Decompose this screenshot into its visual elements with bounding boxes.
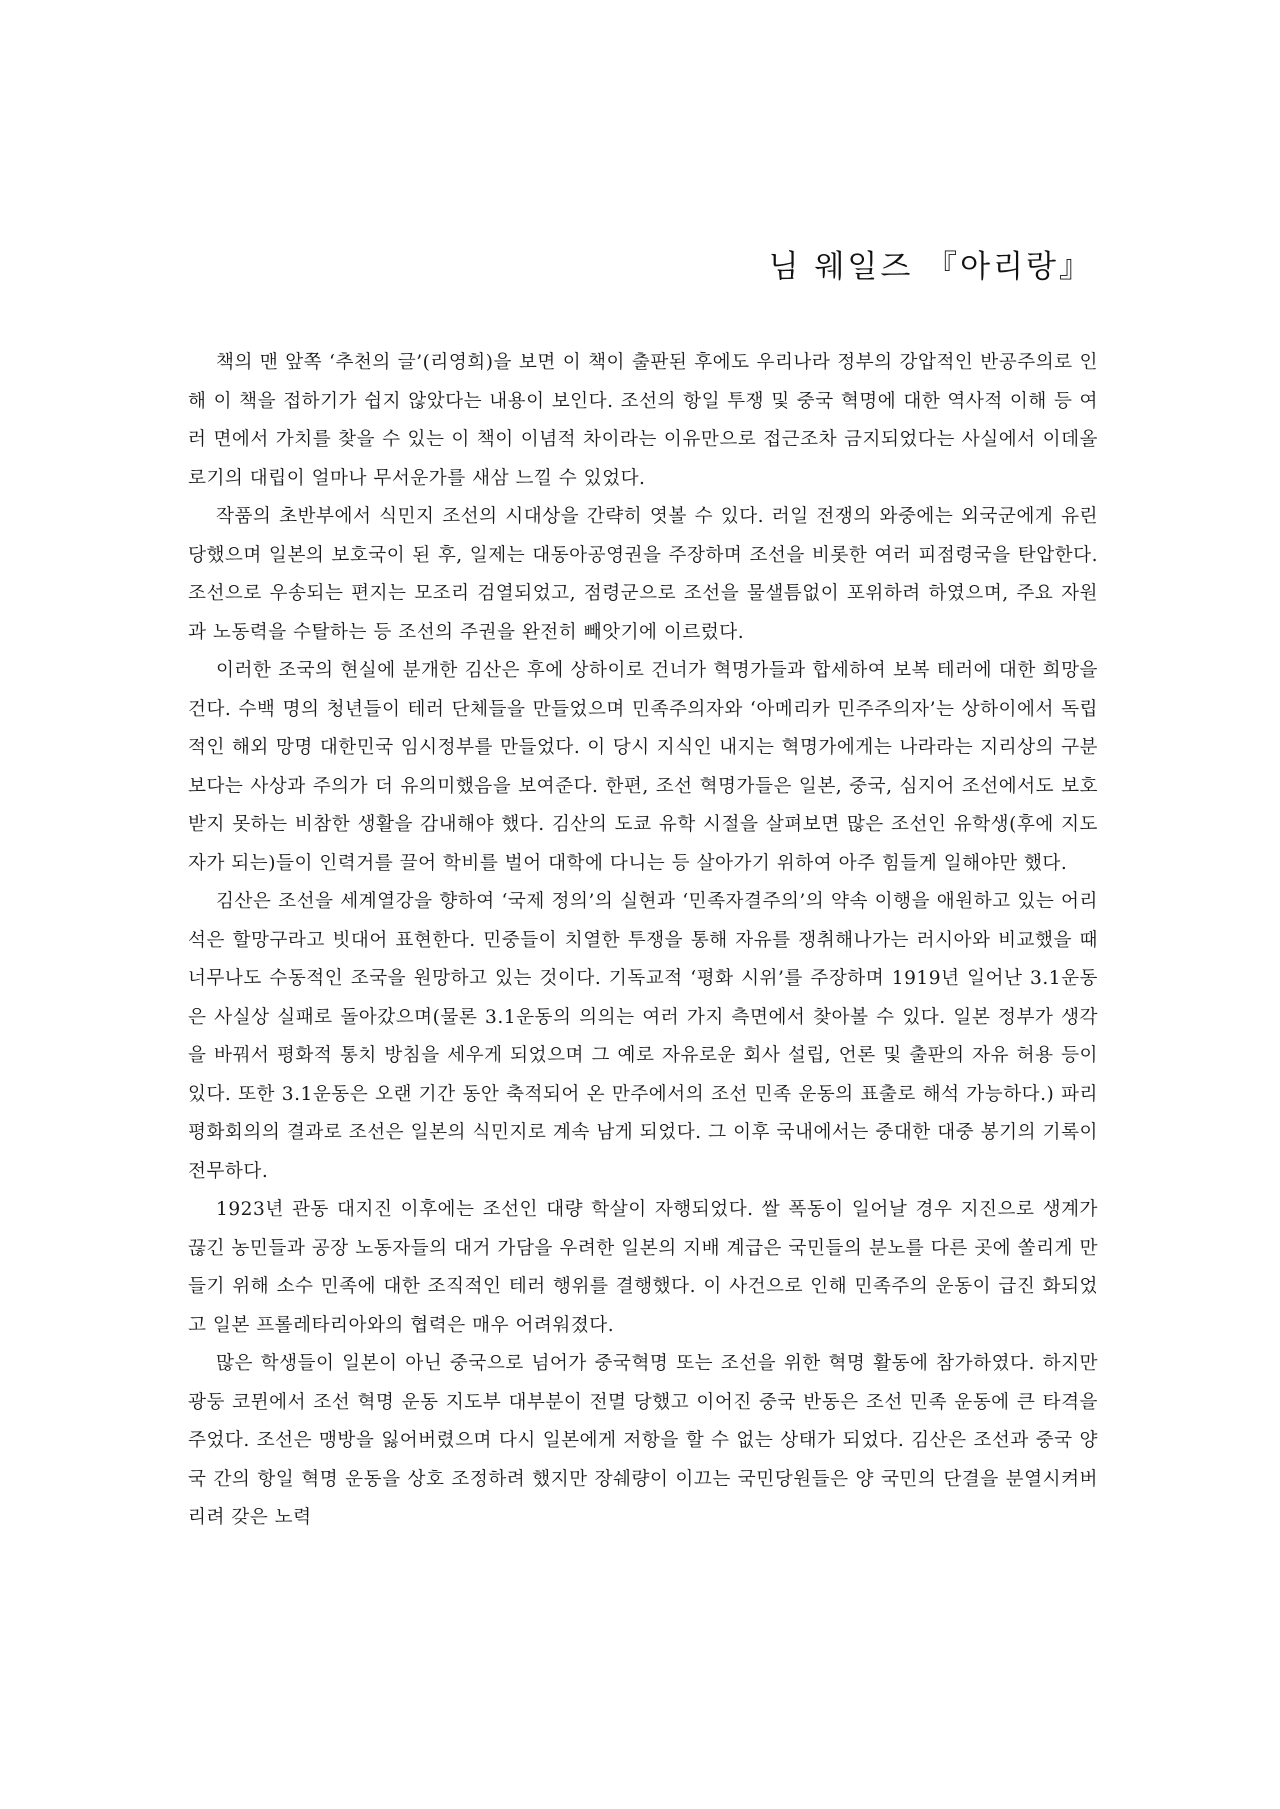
paragraph: 책의 맨 앞쪽 ‘추천의 글’(리영희)을 보면 이 책이 출판된 후에도 우리나라 정부의 강압적인 반공주의로 인해 이 책을 접하기가 쉽지 않았다는 내용이 보인다. 조선의 항일 투쟁 및 중국 혁명에 대한 역사적 이해 등 여러 면에서 가치를 찾을 수 있는 이 책이 이념적 차이라는 이유만으로 접근조차 금지되었다는 사실에서 이데올로기의 대립이 얼마나 무서운가를 새삼 느낄 수 있었다. <box>188 352 1098 489</box>
document-body <box>188 344 1098 1538</box>
document-title: 님 웨일즈 『아리랑』 <box>768 249 1093 285</box>
paragraph: 이러한 조국의 현실에 분개한 김산은 후에 상하이로 건너가 혁명가들과 합세하여 보복 테러에 대한 희망을 건다. 수백 명의 청년들이 테러 단체들을 만들었으며 민족주의자와 ‘아메리카 민주주의자’는 상하이에서 독립적인 해외 망명 대한민국 임시정부를 만들었다. 이 당시 지식인 내지는 혁명가에게는 나라라는 지리상의 구분보다는 사상과 주의가 더 유의미했음을 보여준다. 한편, 조선 혁명가들은 일본, 중국, 심지어 조선에서도 보호 받지 못하는 비참한 생활을 감내해야 했다. 김산의 도쿄 유학 시절을 살펴보면 많은 조선인 유학생(후에 지도자가 되는)들이 인력거를 끌어 학비를 벌어 대학에 다니는 등 살아가기 위하여 아주 힘들게 일해야만 했다. <box>188 660 1098 874</box>
paragraph: 1923년 관동 대지진 이후에는 조선인 대량 학살이 자행되었다. 쌀 폭동이 일어날 경우 지진으로 생계가 끊긴 농민들과 공장 노동자들의 대거 가담을 우려한 일본의 지배 계급은 국민들의 분노를 다른 곳에 쏠리게 만들기 위해 소수 민족에 대한 조직적인 테러 행위를 결행했다. 이 사건으로 인해 민족주의 운동이 급진 화되었고 일본 프롤레타리아와의 협력은 매우 어려워졌다. <box>188 1199 1098 1336</box>
paragraph: 많은 학생들이 일본이 아닌 중국으로 넘어가 중국혁명 또는 조선을 위한 혁명 활동에 참가하였다. 하지만 광둥 코뮌에서 조선 혁명 운동 지도부 대부분이 전멸 당했고 이어진 중국 반동은 조선 민족 운동에 큰 타격을 주었다. 조선은 맹방을 잃어버렸으며 다시 일본에게 저항을 할 수 없는 상태가 되었다. 김산은 조선과 중국 양국 간의 항일 혁명 운동을 상호 조정하려 했지만 장쉐량이 이끄는 국민당원들은 양 국민의 단결을 분열시켜버리려 갖은 노력 <box>188 1353 1098 1528</box>
paragraph: 작품의 초반부에서 식민지 조선의 시대상을 간략히 엿볼 수 있다. 러일 전쟁의 와중에는 외국군에게 유린당했으며 일본의 보호국이 된 후, 일제는 대동아공영권을 주장하며 조선을 비롯한 여러 피점령국을 탄압한다. 조선으로 우송되는 편지는 모조리 검열되었고, 점령군으로 조선을 물샐틈없이 포위하려 하였으며, 주요 자원과 노동력을 수탈하는 등 조선의 주권을 완전히 빼앗기에 이르렀다. <box>188 506 1098 643</box>
paragraph: 김산은 조선을 세계열강을 향하여 ‘국제 정의’의 실현과 ‘민족자결주의’의 약속 이행을 애원하고 있는 어리석은 할망구라고 빗대어 표현한다. 민중들이 치열한 투쟁을 통해 자유를 쟁취해나가는 러시아와 비교했을 때 너무나도 수동적인 조국을 원망하고 있는 것이다. 기독교적 ‘평화 시위’를 주장하며 1919년 일어난 3.1운동은 사실상 실패로 돌아갔으며(물론 3.1운동의 의의는 여러 가지 측면에서 찾아볼 수 있다. 일본 정부가 생각을 바꿔서 평화적 통치 방침을 세우게 되었으며 그 예로 자유로운 회사 설립, 언론 및 출판의 자유 허용 등이 있다. 또한 3.1운동은 오랜 기간 동안 축적되어 온 만주에서의 조선 민족 운동의 표출로 해석 가능하다.) 파리평화회의의 결과로 조선은 일본의 식민지로 계속 남게 되었다. 그 이후 국내에서는 중대한 대중 봉기의 기록이 전무하다. <box>188 891 1098 1182</box>
